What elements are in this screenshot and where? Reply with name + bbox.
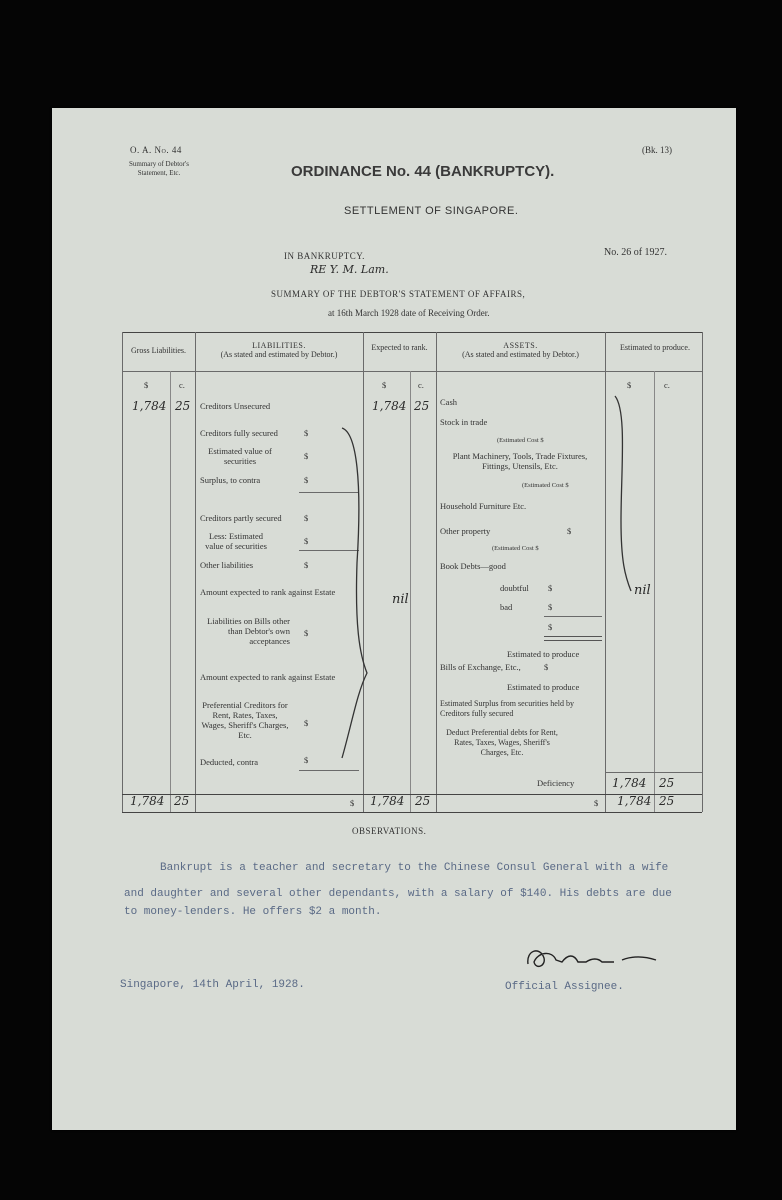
estimated-dollar-header: $ (627, 380, 632, 390)
signature-icon (522, 940, 662, 976)
asset-other-property: Other property (440, 526, 491, 536)
document-sheet (52, 108, 736, 1130)
header-estimated-to-produce: Estimated to produce. (620, 343, 690, 352)
total-estimated-amount: 1,784 (617, 794, 652, 808)
asset-estimated-cost: (Estimated Cost $ (522, 482, 569, 489)
receiving-order-date: at 16th March 1928 date of Receiving Order. (328, 308, 490, 318)
asset-household-furniture: Household Furniture Etc. (440, 501, 527, 511)
dollar-sign: $ (304, 628, 309, 638)
gross-cent-header: c. (179, 380, 185, 390)
expected-dollar-header: $ (382, 380, 387, 390)
liability-bills: Liabilities on Bills other than Debtor's own acceptances (207, 616, 290, 646)
asset-plant-machinery: Plant Machinery, Tools, Trade Fixtures, Fittings, Utensils, Etc. (452, 451, 588, 471)
estimated-cent-header: c. (664, 380, 670, 390)
in-bankruptcy-label: IN BANKRUPTCY. (284, 251, 365, 261)
book-number: (Bk. 13) (642, 145, 672, 155)
asset-stock-in-trade: Stock in trade (440, 417, 488, 427)
header-liabilities-sub: (As stated and estimated by Debtor.) (220, 350, 338, 359)
asset-estimated-cost: (Estimated Cost $ (497, 437, 544, 444)
expected-cent-header: c. (418, 380, 424, 390)
liability-creditors-unsecured: Creditors Unsecured (200, 401, 271, 411)
observations-line-1: Bankrupt is a teacher and secretary to the Chinese Consul General with a wife (160, 862, 669, 874)
assets-brace-icon (607, 391, 637, 601)
dollar-sign: $ (304, 536, 309, 546)
official-assignee: Official Assignee. (505, 981, 624, 993)
dollar-sign: $ (350, 798, 355, 808)
debtor-name: RE Y. M. Lam. (310, 263, 389, 276)
form-description-line: Summary of Debtor's (129, 160, 189, 168)
document-title: ORDINANCE No. 44 (BANKRUPTCY). (291, 163, 555, 180)
expected-nil: nil (392, 592, 409, 607)
asset-deficiency: Deficiency (537, 778, 575, 788)
header-liabilities (195, 341, 363, 359)
dollar-sign: $ (304, 560, 309, 570)
asset-estimated-cost: (Estimated Cost $ (492, 545, 539, 552)
header-gross-liabilities: Gross Liabilities. (130, 346, 187, 355)
gross-unsecured-amount: 1,784 (132, 399, 167, 413)
summary-heading: SUMMARY OF THE DEBTOR'S STATEMENT OF AFFAIRS, (271, 289, 526, 299)
dollar-sign: $ (548, 602, 553, 612)
liability-creditors-fully-secured: Creditors fully secured (200, 428, 278, 438)
total-expected-cents: 25 (415, 794, 431, 808)
asset-cash: Cash (440, 397, 457, 407)
asset-deduct-preferential: Deduct Preferential debts for Rent, Rates, Taxes, Wages, Sheriff's Charges, Etc. (446, 728, 558, 757)
dollar-sign: $ (304, 755, 309, 765)
total-gross-amount: 1,784 (130, 794, 165, 808)
dollar-sign: $ (548, 583, 553, 593)
liability-amount-expected-to-rank: Amount expected to rank against Estate (200, 587, 336, 597)
liability-creditors-partly-secured: Creditors partly secured (200, 513, 282, 523)
header-assets (436, 341, 605, 359)
liability-surplus-to-contra: Surplus, to contra (200, 475, 261, 485)
asset-bills-of-exchange: Bills of Exchange, Etc., (440, 662, 521, 672)
deficiency-amount: 1,784 (612, 776, 647, 790)
asset-book-debts-bad: bad (500, 602, 513, 612)
gross-unsecured-cents: 25 (175, 399, 191, 413)
expected-unsecured-cents: 25 (414, 399, 430, 413)
liability-deducted-contra: Deducted, contra (200, 757, 259, 767)
asset-estimated-surplus: Estimated Surplus from securities held by Creditors fully secured (440, 699, 574, 718)
form-description-line: Statement, Etc. (137, 169, 181, 177)
form-number: O. A. No. 44 (130, 145, 182, 155)
place-and-date: Singapore, 14th April, 1928. (120, 979, 305, 991)
observations-title: OBSERVATIONS. (352, 826, 427, 836)
total-estimated-cents: 25 (659, 794, 675, 808)
dollar-sign: $ (304, 513, 309, 523)
asset-book-debts-doubtful: doubtful (500, 583, 529, 593)
asset-estimated-to-produce-2: Estimated to produce (507, 682, 580, 692)
header-assets-sub: (As stated and estimated by Debtor.) (462, 350, 579, 359)
gross-dollar-header: $ (144, 380, 149, 390)
liabilities-brace-icon (337, 423, 377, 763)
liability-amount-expected-to-rank-2: Amount expected to rank against Estate (200, 672, 336, 682)
header-expected-to-rank: Expected to rank. (371, 343, 428, 352)
liability-less-estimated-value: Less: Estimated value of securities (205, 531, 267, 551)
dollar-sign: $ (594, 798, 599, 808)
header-assets-title: ASSETS. (503, 341, 538, 350)
form-description (124, 160, 194, 178)
case-number: No. 26 of 1927. (604, 247, 668, 258)
dollar-sign: $ (548, 622, 553, 632)
liability-estimated-value-securities: Estimated value of securities (208, 446, 272, 466)
document-subtitle: SETTLEMENT OF SINGAPORE. (344, 205, 519, 217)
asset-book-debts-good: Book Debts—good (440, 561, 506, 571)
estimated-nil: nil (634, 583, 651, 598)
dollar-sign: $ (304, 451, 309, 461)
dollar-sign: $ (304, 718, 309, 728)
total-gross-cents: 25 (174, 794, 190, 808)
observations-line-2: and daughter and several other dependants, with a salary of $140. His debts are due (124, 888, 672, 900)
observations-line-3: to money-lenders. He offers $2 a month. (124, 906, 382, 918)
header-liabilities-title: LIABILITIES. (252, 341, 306, 350)
asset-estimated-to-produce: Estimated to produce (507, 649, 580, 659)
expected-unsecured-amount: 1,784 (372, 399, 407, 413)
liability-other-liabilities: Other liabilities (200, 560, 254, 570)
deficiency-cents: 25 (659, 776, 675, 790)
liability-preferential-creditors: Preferential Creditors for Rent, Rates, Taxes, Wages, Sheriff's Charges, Etc. (201, 700, 289, 740)
dollar-sign: $ (304, 428, 309, 438)
total-expected-amount: 1,784 (370, 794, 405, 808)
dollar-sign: $ (544, 662, 549, 672)
dollar-sign: $ (304, 475, 309, 485)
dollar-sign: $ (567, 526, 572, 536)
